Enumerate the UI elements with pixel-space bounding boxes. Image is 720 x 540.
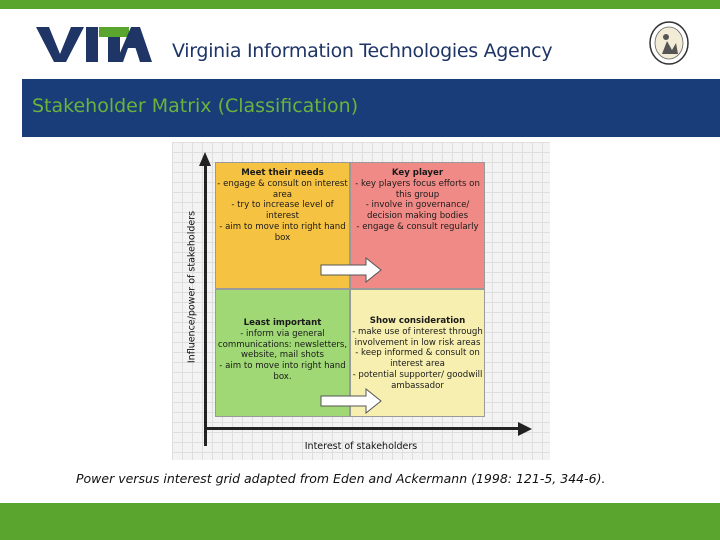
bottom-accent-bar [0, 503, 720, 540]
x-axis-line [204, 427, 520, 430]
quadrant-text: - engage & consult on interest area - try to increase level of interest - aim to move into right hand box [217, 178, 348, 243]
quadrant-title: Key player [391, 168, 444, 178]
quadrant-title: Show consideration [369, 316, 466, 326]
quadrant-text: - key players focus efforts on this group - involve in governance/ decision making bodies - engage & consult regularly [355, 178, 480, 232]
x-axis-arrowhead [518, 422, 532, 436]
y-axis-arrowhead [199, 152, 211, 166]
figure-caption: Power versus interest grid adapted from Eden and Ackermann (1998: 121-5, 344-6). [76, 471, 606, 486]
virginia-seal-icon [648, 20, 690, 66]
slide-title: Stakeholder Matrix (Classification) [32, 95, 359, 117]
quadrant-title: Meet their needs [241, 168, 324, 178]
y-axis-line [204, 164, 207, 446]
right-arrow-icon [320, 257, 382, 283]
agency-name: Virginia Information Technologies Agency [172, 40, 553, 62]
quadrant-text: - inform via general communications: newsletters, website, mail shots - aim to move into right hand box. [217, 328, 348, 382]
top-accent-bar [0, 0, 720, 9]
quadrant-title: Least important [243, 318, 322, 328]
vita-logo [36, 24, 152, 64]
slide-title-band [22, 79, 720, 137]
right-arrow-icon [320, 388, 382, 414]
x-axis-label: Interest of stakeholders [304, 441, 418, 452]
quadrant-text: - make use of interest through involvement in low risk areas - keep informed & consult on interest area - potential supporter/ goodwill ambassador [352, 326, 483, 391]
stakeholder-matrix-figure [172, 142, 550, 460]
y-axis-label: Influence/power of stakeholders [186, 210, 198, 364]
